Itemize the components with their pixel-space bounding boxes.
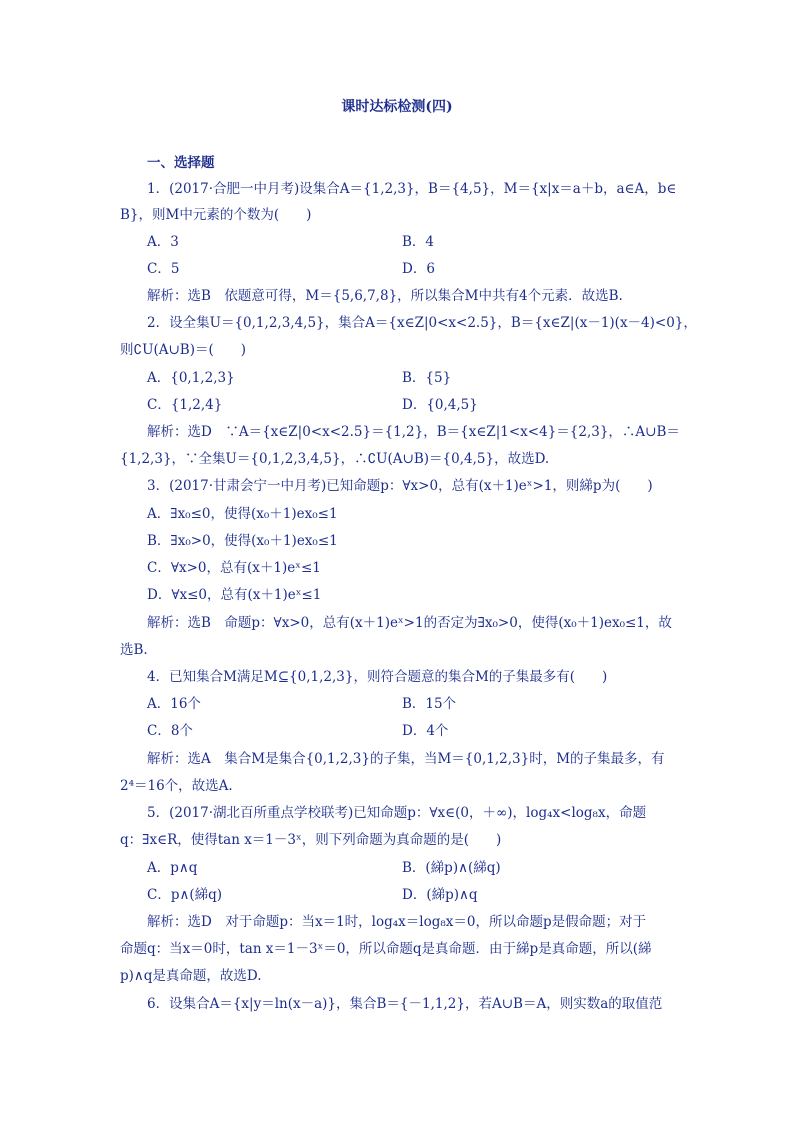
q2-solution-line-2: {1,2,3}，∵全集U＝{0,1,2,3,4,5}，∴∁U(A∪B)＝{0,4,5}，故选D. [120,451,550,467]
question-6-line-1: 6．设集合A＝{x|y＝ln(x－a)}，集合B＝{－1,1,2}，若A∪B＝A，则实数a的取值范 [147,996,663,1012]
q5-solution-line-1: 解析：选D 对于命题p：当x＝1时，log₄x＝log₈x＝0，所以命题p是假命题；对于 [147,914,647,930]
q3-option-b: B．∃x₀>0，使得(x₀＋1)ex₀≤1 [147,533,338,549]
q4-option-a: A．16个 [147,696,201,712]
question-2-line-1: 2．设全集U＝{0,1,2,3,4,5}，集合A＝{x∈Z|0<x<2.5}，B＝{x∈Z|(x－1)(x－4)<0}， [147,315,697,331]
q3-solution-line-2: 选B. [120,642,148,658]
question-1-line-2: B}，则M中元素的个数为( ) [120,207,312,223]
question-2-line-2: 则∁U(A∪B)＝( ) [120,342,247,358]
page-title: 课时达标检测(四) [341,99,453,115]
q1-option-c: C．5 [147,261,180,277]
q4-solution-line-1: 解析：选A 集合M是集合{0,1,2,3}的子集，当M＝{0,1,2,3}时，M的子集最多，有 [147,751,665,767]
q5-solution-line-2: 命题q：当x＝0时，tan x＝1－3ˣ＝0，所以命题q是真命题．由于綈p是真命题，所以(綈 [120,941,652,957]
q1-option-a: A．3 [147,234,179,250]
q4-solution-line-2: 2⁴＝16个，故选A. [120,778,233,794]
q2-option-a: A．{0,1,2,3} [147,370,235,386]
q4-option-d: D．4个 [402,723,449,739]
q5-option-b: B．(綈p)∧(綈q) [402,860,501,876]
question-5-line-2: q：∃x∈R，使得tan x＝1－3ˣ，则下列命题为真命题的是( ) [120,832,502,848]
question-5-line-1: 5．(2017·湖北百所重点学校联考)已知命题p：∀x∈(0，＋∞)，log₄x<log₈x，命题 [147,805,647,821]
q2-option-b: B．{5} [402,370,452,386]
q1-option-b: B．4 [402,234,435,250]
q2-option-c: C．{1,2,4} [147,397,223,413]
q1-solution-line-1: 解析：选B 依题意可得，M＝{5,6,7,8}，所以集合M中共有4个元素．故选B. [147,288,623,304]
q2-solution-line-1: 解析：选D ∵A＝{x∈Z|0<x<2.5}＝{1,2}，B＝{x∈Z|1<x<4}＝{2,3}，∴A∪B＝ [147,424,680,440]
q3-option-a: A．∃x₀≤0，使得(x₀＋1)ex₀≤1 [147,506,338,522]
q4-option-c: C．8个 [147,723,193,739]
question-3-line-1: 3．(2017·甘肃会宁一中月考)已知命题p：∀x>0，总有(x＋1)eˣ>1，则綈p为( ) [147,478,653,494]
q3-option-c: C．∀x>0，总有(x＋1)eˣ≤1 [147,560,321,576]
q4-option-b: B．15个 [402,696,457,712]
q2-option-d: D．{0,4,5} [402,397,478,413]
q5-option-d: D．(綈p)∧q [402,887,478,903]
section-heading: 一、选择题 [147,155,215,171]
question-1-line-1: 1．(2017·合肥一中月考)设集合A＝{1,2,3}，B＝{4,5}，M＝{x|x＝a＋b，a∈A，b∈ [147,181,677,197]
q1-option-d: D．6 [402,261,435,277]
q3-solution-line-1: 解析：选B 命题p：∀x>0，总有(x＋1)eˣ>1的否定为∃x₀>0，使得(x₀＋1)ex₀≤1，故 [147,615,672,631]
q5-option-c: C．p∧(綈q) [147,887,223,903]
q5-option-a: A．p∧q [147,860,198,876]
q3-option-d: D．∀x≤0，总有(x＋1)eˣ≤1 [147,587,322,603]
q5-solution-line-3: p)∧q是真命题，故选D. [120,968,262,984]
question-4-line-1: 4．已知集合M满足M⊆{0,1,2,3}，则符合题意的集合M的子集最多有( ) [147,669,608,685]
